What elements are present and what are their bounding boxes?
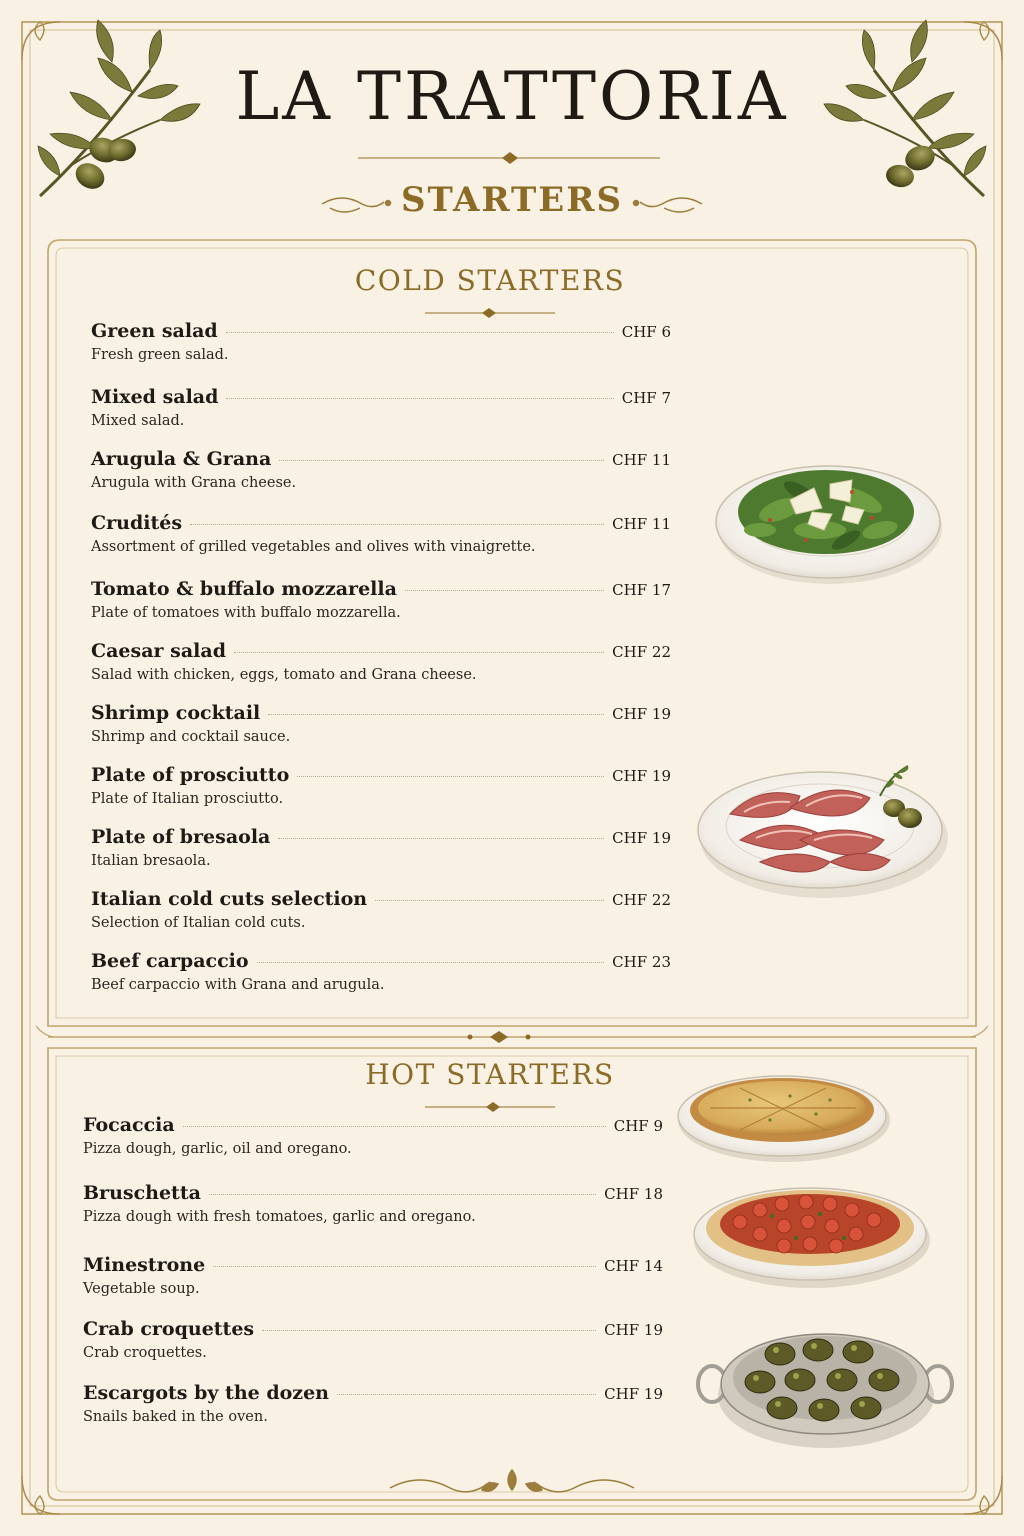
item-name: Mixed salad <box>91 386 219 408</box>
dot-leader <box>375 900 604 901</box>
item-description: Selection of Italian cold cuts. <box>91 915 306 931</box>
restaurant-title: LA TRATTORIA <box>235 58 789 135</box>
menu-item <box>83 1254 663 1297</box>
bottom-ornament-icon <box>390 1470 634 1492</box>
item-description: Crab croquettes. <box>83 1345 207 1361</box>
dot-leader <box>405 590 604 591</box>
item-name: Focaccia <box>83 1114 175 1136</box>
item-name: Arugula & Grana <box>91 448 272 470</box>
dot-leader <box>268 714 604 715</box>
dot-leader <box>226 398 613 399</box>
item-description: Italian bresaola. <box>91 853 211 869</box>
item-price: CHF 6 <box>621 323 671 341</box>
item-name: Escargots by the dozen <box>83 1382 329 1404</box>
dot-leader <box>297 776 604 777</box>
item-description: Plate of tomatoes with buffalo mozzarella. <box>91 605 401 621</box>
menu-item <box>83 1182 663 1225</box>
dot-leader <box>278 838 604 839</box>
escargot-dish <box>698 1334 952 1448</box>
dot-leader <box>262 1330 596 1331</box>
item-description: Beef carpaccio with Grana and arugula. <box>91 977 385 993</box>
menu-item <box>91 320 671 363</box>
dot-leader <box>337 1394 596 1395</box>
item-price: CHF 19 <box>604 1385 663 1403</box>
menu-item <box>91 512 671 555</box>
prosciutto-dish <box>698 766 948 898</box>
item-price: CHF 18 <box>604 1185 663 1203</box>
item-description: Pizza dough, garlic, oil and oregano. <box>83 1141 352 1157</box>
item-price: CHF 7 <box>621 389 671 407</box>
menu-item <box>91 950 671 993</box>
dot-leader <box>183 1126 606 1127</box>
section-title: STARTERS <box>400 180 624 220</box>
item-name: Green salad <box>91 320 218 342</box>
item-name: Caesar salad <box>91 640 226 662</box>
menu-item <box>83 1114 663 1157</box>
menu-item <box>91 578 671 621</box>
item-price: CHF 22 <box>612 643 671 661</box>
item-price: CHF 14 <box>604 1257 663 1275</box>
item-name: Plate of prosciutto <box>91 764 290 786</box>
item-price: CHF 17 <box>612 581 671 599</box>
item-description: Mixed salad. <box>91 413 185 429</box>
dot-leader <box>213 1266 596 1267</box>
menu-item <box>91 826 671 869</box>
dot-leader <box>279 460 604 461</box>
menu-item <box>91 448 671 491</box>
hot-starters-heading: HOT STARTERS <box>365 1058 615 1091</box>
item-description: Plate of Italian prosciutto. <box>91 791 284 807</box>
menu-item <box>91 702 671 745</box>
item-name: Beef carpaccio <box>91 950 249 972</box>
item-name: Italian cold cuts selection <box>91 888 368 910</box>
dot-leader <box>226 332 614 333</box>
item-description: Assortment of grilled vegetables and olives with vinaigrette. <box>91 539 536 555</box>
item-description: Arugula with Grana cheese. <box>91 475 297 491</box>
menu-item <box>91 888 671 931</box>
item-price: CHF 9 <box>613 1117 663 1135</box>
item-name: Crudités <box>91 512 183 534</box>
item-name: Tomato & buffalo mozzarella <box>91 578 397 600</box>
item-price: CHF 19 <box>612 829 671 847</box>
item-description: Snails baked in the oven. <box>83 1409 268 1425</box>
item-name: Bruschetta <box>83 1182 201 1204</box>
menu-item <box>83 1318 663 1361</box>
dot-leader <box>234 652 604 653</box>
item-name: Minestrone <box>83 1254 206 1276</box>
item-price: CHF 19 <box>604 1321 663 1339</box>
menu-item <box>91 386 671 429</box>
item-name: Plate of bresaola <box>91 826 271 848</box>
arugula-salad-dish <box>716 466 942 584</box>
item-description: Fresh green salad. <box>91 347 229 363</box>
item-description: Salad with chicken, eggs, tomato and Grana cheese. <box>91 667 477 683</box>
item-price: CHF 19 <box>612 767 671 785</box>
item-description: Shrimp and cocktail sauce. <box>91 729 291 745</box>
dot-leader <box>257 962 605 963</box>
item-price: CHF 11 <box>612 515 671 533</box>
item-price: CHF 19 <box>612 705 671 723</box>
cold-starters-heading: COLD STARTERS <box>354 264 626 297</box>
item-price: CHF 23 <box>612 953 671 971</box>
dot-leader <box>209 1194 596 1195</box>
menu-item <box>91 640 671 683</box>
menu-item <box>83 1382 663 1425</box>
menu-item <box>91 764 671 807</box>
item-description: Vegetable soup. <box>83 1281 200 1297</box>
item-name: Shrimp cocktail <box>91 702 261 724</box>
item-name: Crab croquettes <box>83 1318 255 1340</box>
bruschetta-dish <box>694 1188 930 1288</box>
item-price: CHF 11 <box>612 451 671 469</box>
dot-leader <box>190 524 604 525</box>
item-description: Pizza dough with fresh tomatoes, garlic and oregano. <box>83 1209 476 1225</box>
item-price: CHF 22 <box>612 891 671 909</box>
